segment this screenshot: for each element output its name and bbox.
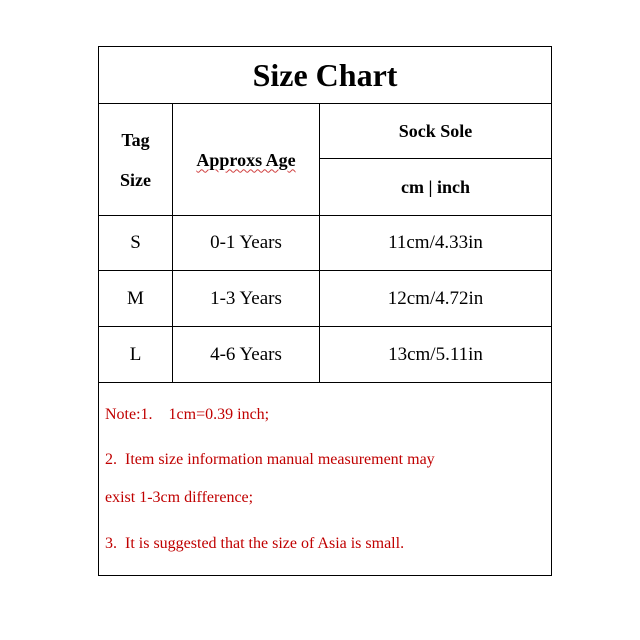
note-line-1: Note:1. 1cm=0.39 inch; [105, 406, 270, 423]
row-m-age: 1-3 Years [210, 287, 282, 309]
header-tag-label: Tag [121, 129, 150, 150]
header-tag-size [99, 104, 172, 215]
row-s-age: 0-1 Years [210, 232, 282, 253]
note-line-3: exist 1-3cm difference; [105, 489, 254, 506]
header-units [320, 159, 551, 215]
header-sole-label: Sock Sole [398, 121, 473, 141]
row-l-age: 4-6 Years [210, 343, 282, 365]
header-units-label: cm | inch [401, 177, 470, 197]
header-age-label: Approxs Age [196, 149, 296, 170]
row-m-sole: 12cm/4.72in [387, 287, 484, 309]
row-s-size: S [130, 232, 141, 253]
header-sock-sole [320, 104, 551, 158]
row-l-sole: 13cm/5.11in [388, 343, 483, 365]
row-s-sole: 11cm/4.33in [388, 232, 483, 253]
size-chart-table [98, 46, 552, 576]
chart-title: Size Chart [99, 47, 551, 104]
header-size-label: Size [120, 169, 151, 190]
note-line-2: 2. Item size information manual measurement may [105, 451, 435, 468]
header-approx-age [173, 104, 319, 215]
notes-section [99, 383, 551, 575]
row-l-size: L [129, 343, 142, 365]
row-m-size: M [127, 287, 144, 309]
note-line-4: 3. It is suggested that the size of Asia is small. [105, 535, 405, 552]
